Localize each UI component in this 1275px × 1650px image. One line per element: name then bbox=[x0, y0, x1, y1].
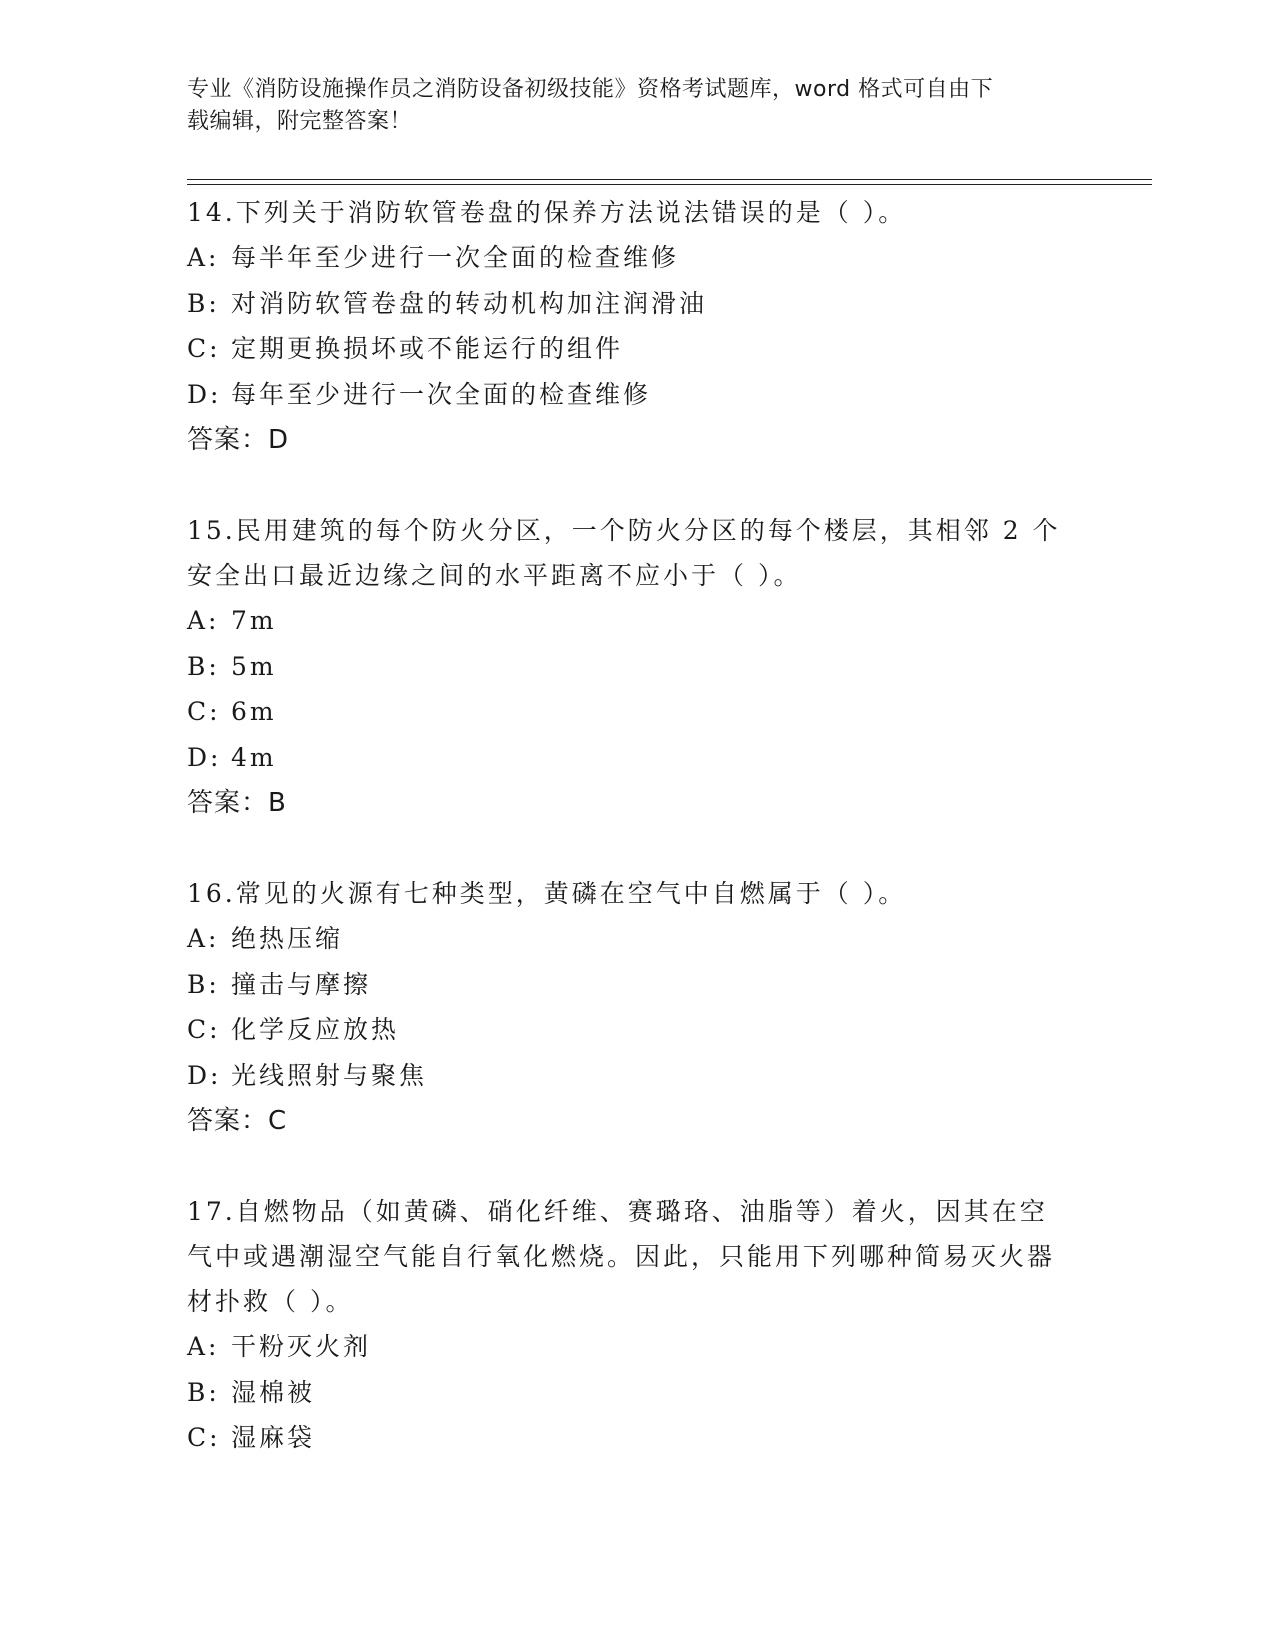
option-key: D: bbox=[187, 1060, 222, 1090]
question-text: 16.常见的火源有七种类型，黄磷在空气中自燃属于（ ）。 bbox=[187, 879, 907, 908]
option-key: B: bbox=[187, 969, 220, 999]
option-c bbox=[187, 1415, 1087, 1461]
question-14 bbox=[187, 190, 1087, 463]
option-text: 对消防软管卷盘的转动机构加注润滑油 bbox=[231, 288, 708, 318]
option-text: 7m bbox=[231, 606, 277, 635]
option-c bbox=[187, 1007, 1087, 1053]
option-key: B: bbox=[187, 1377, 220, 1407]
question-text: 17.自燃物品（如黄磷、硝化纤维、赛璐珞、油脂等）着火，因其在空气中或遇潮湿空气能自行氧化燃烧。因此，只能用下列哪种简易灭火器材扑救（ ）。 bbox=[187, 1197, 1056, 1316]
option-b bbox=[187, 281, 1087, 327]
option-key: D: bbox=[187, 379, 222, 409]
option-key: C: bbox=[187, 1015, 221, 1044]
option-a bbox=[187, 916, 1087, 962]
option-key: B: bbox=[187, 288, 220, 318]
option-key: C: bbox=[187, 334, 221, 363]
question-15 bbox=[187, 508, 1087, 826]
option-text: 每半年至少进行一次全面的检查维修 bbox=[231, 243, 680, 272]
option-text: 湿棉被 bbox=[231, 1377, 316, 1407]
header-divider-bottom bbox=[187, 184, 1152, 185]
question-text: 14.下列关于消防软管卷盘的保养方法说法错误的是（ ）。 bbox=[187, 198, 907, 227]
option-d bbox=[187, 1053, 1087, 1099]
document-header bbox=[187, 74, 1067, 138]
header-divider-top bbox=[187, 179, 1152, 180]
option-key: B: bbox=[187, 651, 220, 681]
question-list bbox=[187, 190, 1087, 1506]
option-text: 4m bbox=[231, 742, 277, 772]
option-c bbox=[187, 326, 1087, 372]
option-b bbox=[187, 1370, 1087, 1416]
option-text: 光线照射与聚焦 bbox=[231, 1060, 428, 1090]
option-text: 6m bbox=[231, 697, 277, 726]
option-key: A: bbox=[187, 1332, 220, 1361]
option-key: D: bbox=[187, 742, 222, 772]
option-text: 绝热压缩 bbox=[231, 924, 344, 953]
option-d bbox=[187, 372, 1087, 418]
option-key: A: bbox=[187, 924, 220, 953]
option-a bbox=[187, 235, 1087, 281]
option-text: 干粉灭火剂 bbox=[231, 1332, 372, 1361]
answer-line: 答案：D bbox=[187, 425, 290, 455]
question-16 bbox=[187, 871, 1087, 1144]
option-text: 定期更换损坏或不能运行的组件 bbox=[231, 334, 624, 363]
answer-line: 答案：B bbox=[187, 788, 287, 818]
option-key: C: bbox=[187, 697, 221, 726]
option-text: 湿麻袋 bbox=[231, 1423, 316, 1452]
question-17 bbox=[187, 1189, 1087, 1461]
option-c bbox=[187, 689, 1087, 735]
option-a bbox=[187, 598, 1087, 644]
option-key: A: bbox=[187, 243, 220, 272]
option-key: C: bbox=[187, 1423, 221, 1452]
header-line-1: 专业《消防设施操作员之消防设备初级技能》资格考试题库，word 格式可自由下 bbox=[187, 77, 994, 102]
question-text: 15.民用建筑的每个防火分区，一个防火分区的每个楼层，其相邻 2 个安全出口最近边缘之间的水平距离不应小于（ ）。 bbox=[187, 516, 1061, 590]
option-text: 5m bbox=[231, 651, 277, 681]
option-b bbox=[187, 962, 1087, 1008]
option-a bbox=[187, 1324, 1087, 1370]
option-text: 撞击与摩擦 bbox=[231, 969, 372, 999]
option-d bbox=[187, 735, 1087, 781]
option-b bbox=[187, 644, 1087, 690]
option-text: 每年至少进行一次全面的检查维修 bbox=[231, 379, 652, 409]
header-line-2: 载编辑，附完整答案！ bbox=[187, 109, 413, 134]
option-text: 化学反应放热 bbox=[231, 1015, 400, 1044]
answer-line: 答案：C bbox=[187, 1106, 288, 1136]
option-key: A: bbox=[187, 606, 220, 635]
